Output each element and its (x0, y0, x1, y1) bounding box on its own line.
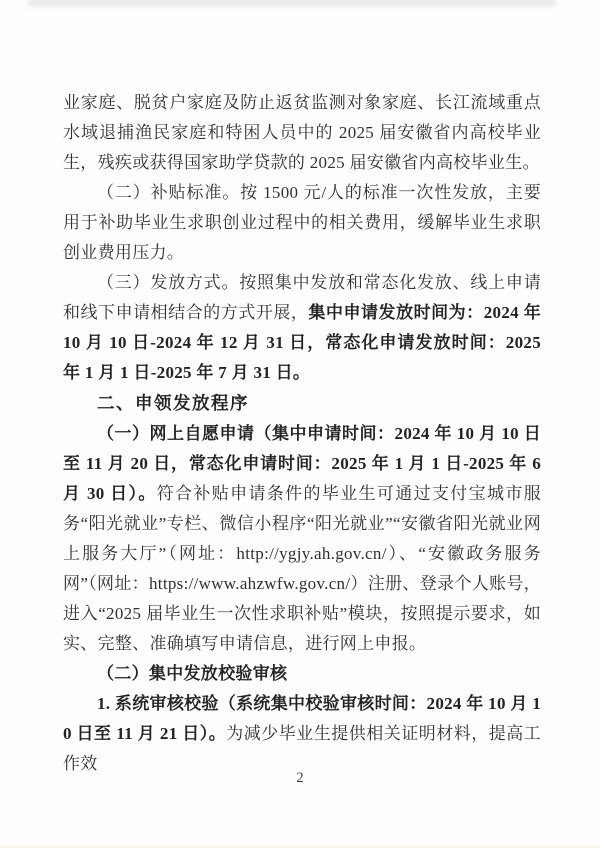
subsection-heading-centralized-review (63, 659, 541, 689)
paragraph-text-run: 业家庭、脱贫户家庭及防止返贫监测对象家庭、长江流域重点水域退捕渔民家庭和特困人员中的 2025 届安徽省内高校毕业生，残疾或获得国家助学贷款的 2025 届安徽省内高校毕业生。 (63, 93, 541, 172)
section-heading-application-procedure (63, 388, 541, 419)
paragraph-text-run-bold: （一）网上自愿申请（集中申请时间：2024 年 10 月 10 日至 11 月 20 日，常态化申请时间：2025 年 1 月 1 日-2025 年 6 月 30 日）。 (63, 424, 541, 503)
paragraph-text-run-bold: （二）集中发放校验审核 (97, 664, 288, 683)
paragraph-text-run: 为减少毕业生提供相关证明材料，提高工作效 (63, 724, 541, 773)
paragraph-text-run-bold: 集中申请发放时间为：2024 年 10 月 10 日-2024 年 12 月 31 日，常态化申请发放时间：2025 年 1 月 1 日-2025 年 7 月 31 日。 (63, 303, 541, 382)
paragraph-text-run: （三）发放方式。按照集中发放和常态化发放、线上申请和线下申请相结合的方式开展， (63, 273, 541, 322)
paragraph-distribution-method (63, 268, 541, 388)
paragraph-text-run: 符合补贴申请条件的毕业生可通过支付宝城市服务“阳光就业”专栏、微信小程序“阳光就业”“安徽省阳光就业网上服务大厅”（网址：http://ygjy.ah.gov.cn/）、“安徽政务服务网”（网址：https://www.ahzwfw.gov.cn/）注册、登录个人账号，进入“2025 届毕业生一次性求职补贴”模块，按照提示要求，如实、完整、准确填写申请信息，进行网上申报。 (63, 484, 541, 653)
paragraph-system-review (63, 689, 541, 779)
paragraph-continuation (63, 88, 541, 178)
paragraph-online-application (63, 419, 541, 659)
paragraph-text-run-bold: 1. 系统审核校验（系统集中校验审核时间：2024 年 10 月 10 日至 11 月 21 日）。 (63, 694, 541, 743)
page-number: 2 (296, 770, 304, 786)
heading-text-run: 二、申领发放程序 (97, 393, 249, 413)
paragraph-subsidy-standard (63, 178, 541, 268)
document-body (63, 88, 541, 779)
scan-artifact-bottom-edge (0, 843, 600, 848)
scan-artifact-top-smudge (28, 0, 555, 11)
paragraph-text-run: （二）补贴标准。按 1500 元/人的标准一次性发放，主要用于补助毕业生求职创业过程中的相关费用，缓解毕业生求职创业费用压力。 (63, 183, 541, 262)
